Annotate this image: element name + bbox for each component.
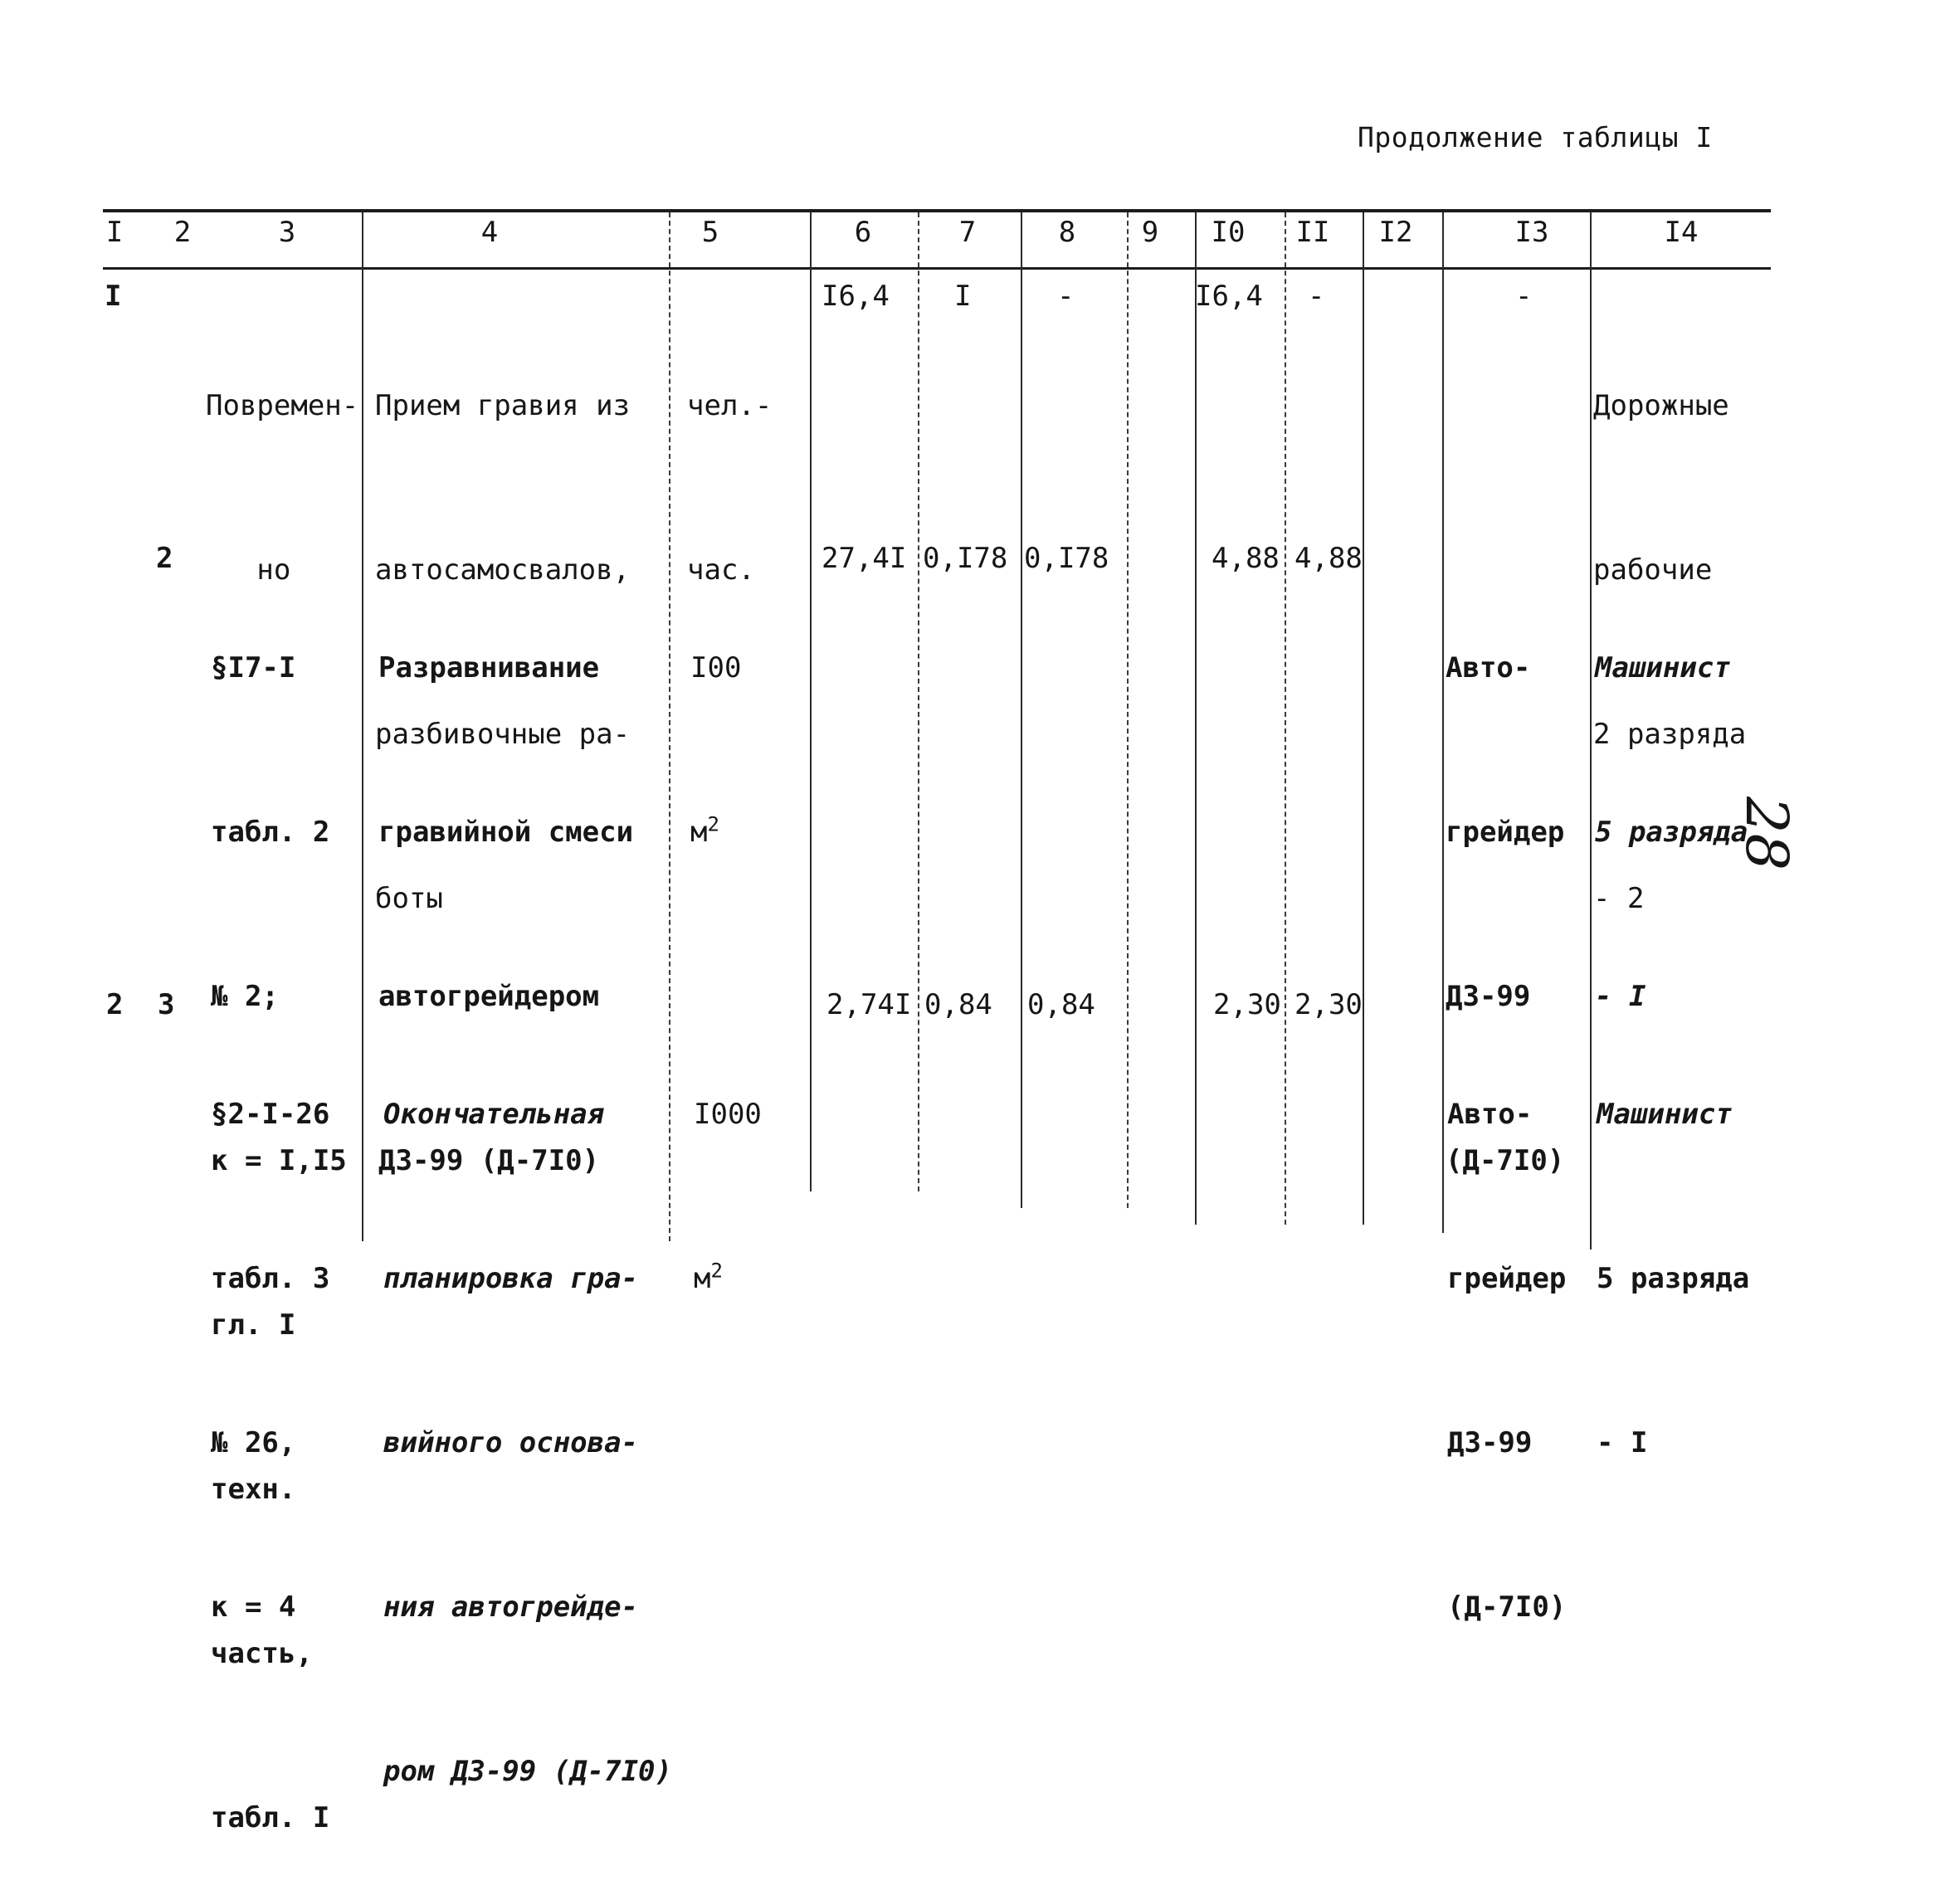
cell-line: табл. 3 <box>211 1262 330 1295</box>
cell-line: - I <box>1597 1426 1648 1459</box>
table-cell: 0,I78 <box>923 542 1008 575</box>
table-cell: 27,4I <box>822 542 907 575</box>
cell-line: вийного основа- <box>383 1426 639 1459</box>
column-header: I2 <box>1378 216 1413 249</box>
table-cell: I6,4 <box>1195 280 1263 313</box>
col-separator <box>1442 212 1444 1233</box>
cell-line: техн. <box>211 1473 296 1506</box>
cell-line: §I7-I <box>211 651 296 684</box>
table-cell: 2,30 <box>1213 988 1281 1021</box>
cell-line: I00 <box>690 651 742 684</box>
cell-line: к = I,I5 <box>211 1144 347 1177</box>
cell-line: чел.- <box>687 389 773 422</box>
cell-line: Разравнивание <box>378 651 600 684</box>
cell-line: грейдер <box>1446 816 1565 849</box>
cell-line: - I <box>1595 980 1646 1013</box>
cell-line: ДЗ-99 <box>1447 1426 1533 1459</box>
cell-line: ния автогрейде- <box>383 1591 639 1624</box>
cell-line: ром ДЗ-99 (Д-7I0) <box>383 1755 672 1788</box>
col-separator <box>1363 212 1364 1225</box>
column-header: 7 <box>958 216 977 249</box>
column-header: 3 <box>278 216 296 249</box>
column-header: I <box>105 216 124 249</box>
cell-line: Дорожные <box>1593 389 1729 422</box>
cell-line: к = 4 <box>211 1591 296 1624</box>
cell-line: № 26, <box>211 1426 296 1459</box>
column-header: I4 <box>1664 216 1699 249</box>
col-separator <box>1285 212 1286 1225</box>
cell-line: гл. I <box>211 1308 296 1342</box>
column-header: 9 <box>1141 216 1159 249</box>
table-cell: - <box>1515 280 1533 313</box>
cell-line: Авто- <box>1446 651 1531 684</box>
table-cell <box>211 977 329 1689</box>
cell-line: табл. I <box>211 1801 330 1834</box>
col-separator <box>1590 212 1592 1250</box>
cell-line: гравийной смеси <box>378 816 634 849</box>
column-header: I0 <box>1211 216 1246 249</box>
cell-line: 5 разряда <box>1595 816 1748 849</box>
unit: м <box>694 1262 711 1295</box>
cell-line <box>690 805 741 860</box>
table-cell: 0,84 <box>1027 988 1095 1021</box>
cell-line: рабочие <box>1593 553 1713 587</box>
cell-line: автогрейдером <box>378 980 600 1013</box>
cell-line: № 2; <box>211 980 279 1013</box>
cell-line: ДЗ-99 (Д-7I0) <box>378 1144 600 1177</box>
table-cell: 2 <box>106 988 124 1021</box>
column-header: 8 <box>1058 216 1076 249</box>
cell-line: разбивочные ра- <box>375 718 631 751</box>
cell-line: Авто- <box>1447 1098 1533 1131</box>
table-cell: 2,74I <box>826 988 912 1021</box>
cell-line: - 2 <box>1593 882 1645 915</box>
table-cell: I <box>954 280 972 313</box>
column-header: 5 <box>701 216 719 249</box>
table-cell: - <box>1308 280 1325 313</box>
table-cell <box>383 977 672 1854</box>
unit-exponent: 2 <box>710 1259 723 1283</box>
table-cell: 4,88 <box>1212 542 1280 575</box>
col-separator <box>1195 212 1197 1225</box>
table-cell: 0,84 <box>924 988 992 1021</box>
cell-line: часть, <box>211 1637 313 1670</box>
cell-line: Прием гравия из <box>375 389 631 422</box>
cell-line: I000 <box>694 1098 762 1131</box>
table-caption: Продолжение таблицы I <box>1358 121 1713 153</box>
table-cell: 4,88 <box>1294 542 1363 575</box>
col-separator <box>1127 212 1129 1208</box>
table-cell: I6,4 <box>822 280 890 313</box>
cell-line: (Д-7I0) <box>1446 1144 1565 1177</box>
cell-line: (Д-7I0) <box>1447 1591 1567 1624</box>
table-cell: 3 <box>158 988 175 1021</box>
table-cell <box>1597 977 1749 1525</box>
cell-line: час. <box>687 553 755 587</box>
cell-line: планировка гра- <box>383 1262 639 1295</box>
cell-line: боты <box>375 882 443 915</box>
cell-line: но <box>206 553 291 587</box>
cell-line <box>694 1251 762 1306</box>
table-cell: 2,30 <box>1294 988 1363 1021</box>
table-cell: - <box>1057 280 1075 313</box>
cell-line: 5 разряда <box>1597 1262 1750 1295</box>
table-cell <box>690 531 741 914</box>
unit-exponent: 2 <box>707 812 719 836</box>
column-header: II <box>1295 216 1330 249</box>
table-cell <box>1447 977 1566 1689</box>
cell-line: табл. 2 <box>211 816 330 849</box>
cell-line: ДЗ-99 <box>1446 980 1531 1013</box>
cell-line: Повремен- <box>206 389 359 422</box>
table-cell <box>694 977 762 1361</box>
cell-line: §2-I-26 <box>211 1098 330 1131</box>
table-cell: I <box>105 280 122 313</box>
table-cell: 2 <box>156 542 173 575</box>
col-separator <box>362 212 363 1241</box>
cell-line: Машинист <box>1595 651 1731 684</box>
col-separator <box>1021 212 1022 1208</box>
cell-line: грейдер <box>1447 1262 1567 1295</box>
col-separator <box>810 212 812 1191</box>
unit: м <box>690 816 708 849</box>
col-separator <box>918 212 919 1191</box>
cell-line: автосамосвалов, <box>375 553 631 587</box>
cell-line: Машинист <box>1597 1098 1733 1131</box>
column-header: 2 <box>173 216 192 249</box>
table-top-rule <box>103 209 1771 212</box>
table-cell: 0,I78 <box>1024 542 1109 575</box>
column-header: I3 <box>1514 216 1549 249</box>
cell-line: 2 разряда <box>1593 718 1747 751</box>
cell-line: Окончательная <box>383 1098 605 1131</box>
column-header: 6 <box>854 216 872 249</box>
page-number: 28 <box>1733 797 1801 871</box>
column-header: 4 <box>480 216 499 249</box>
